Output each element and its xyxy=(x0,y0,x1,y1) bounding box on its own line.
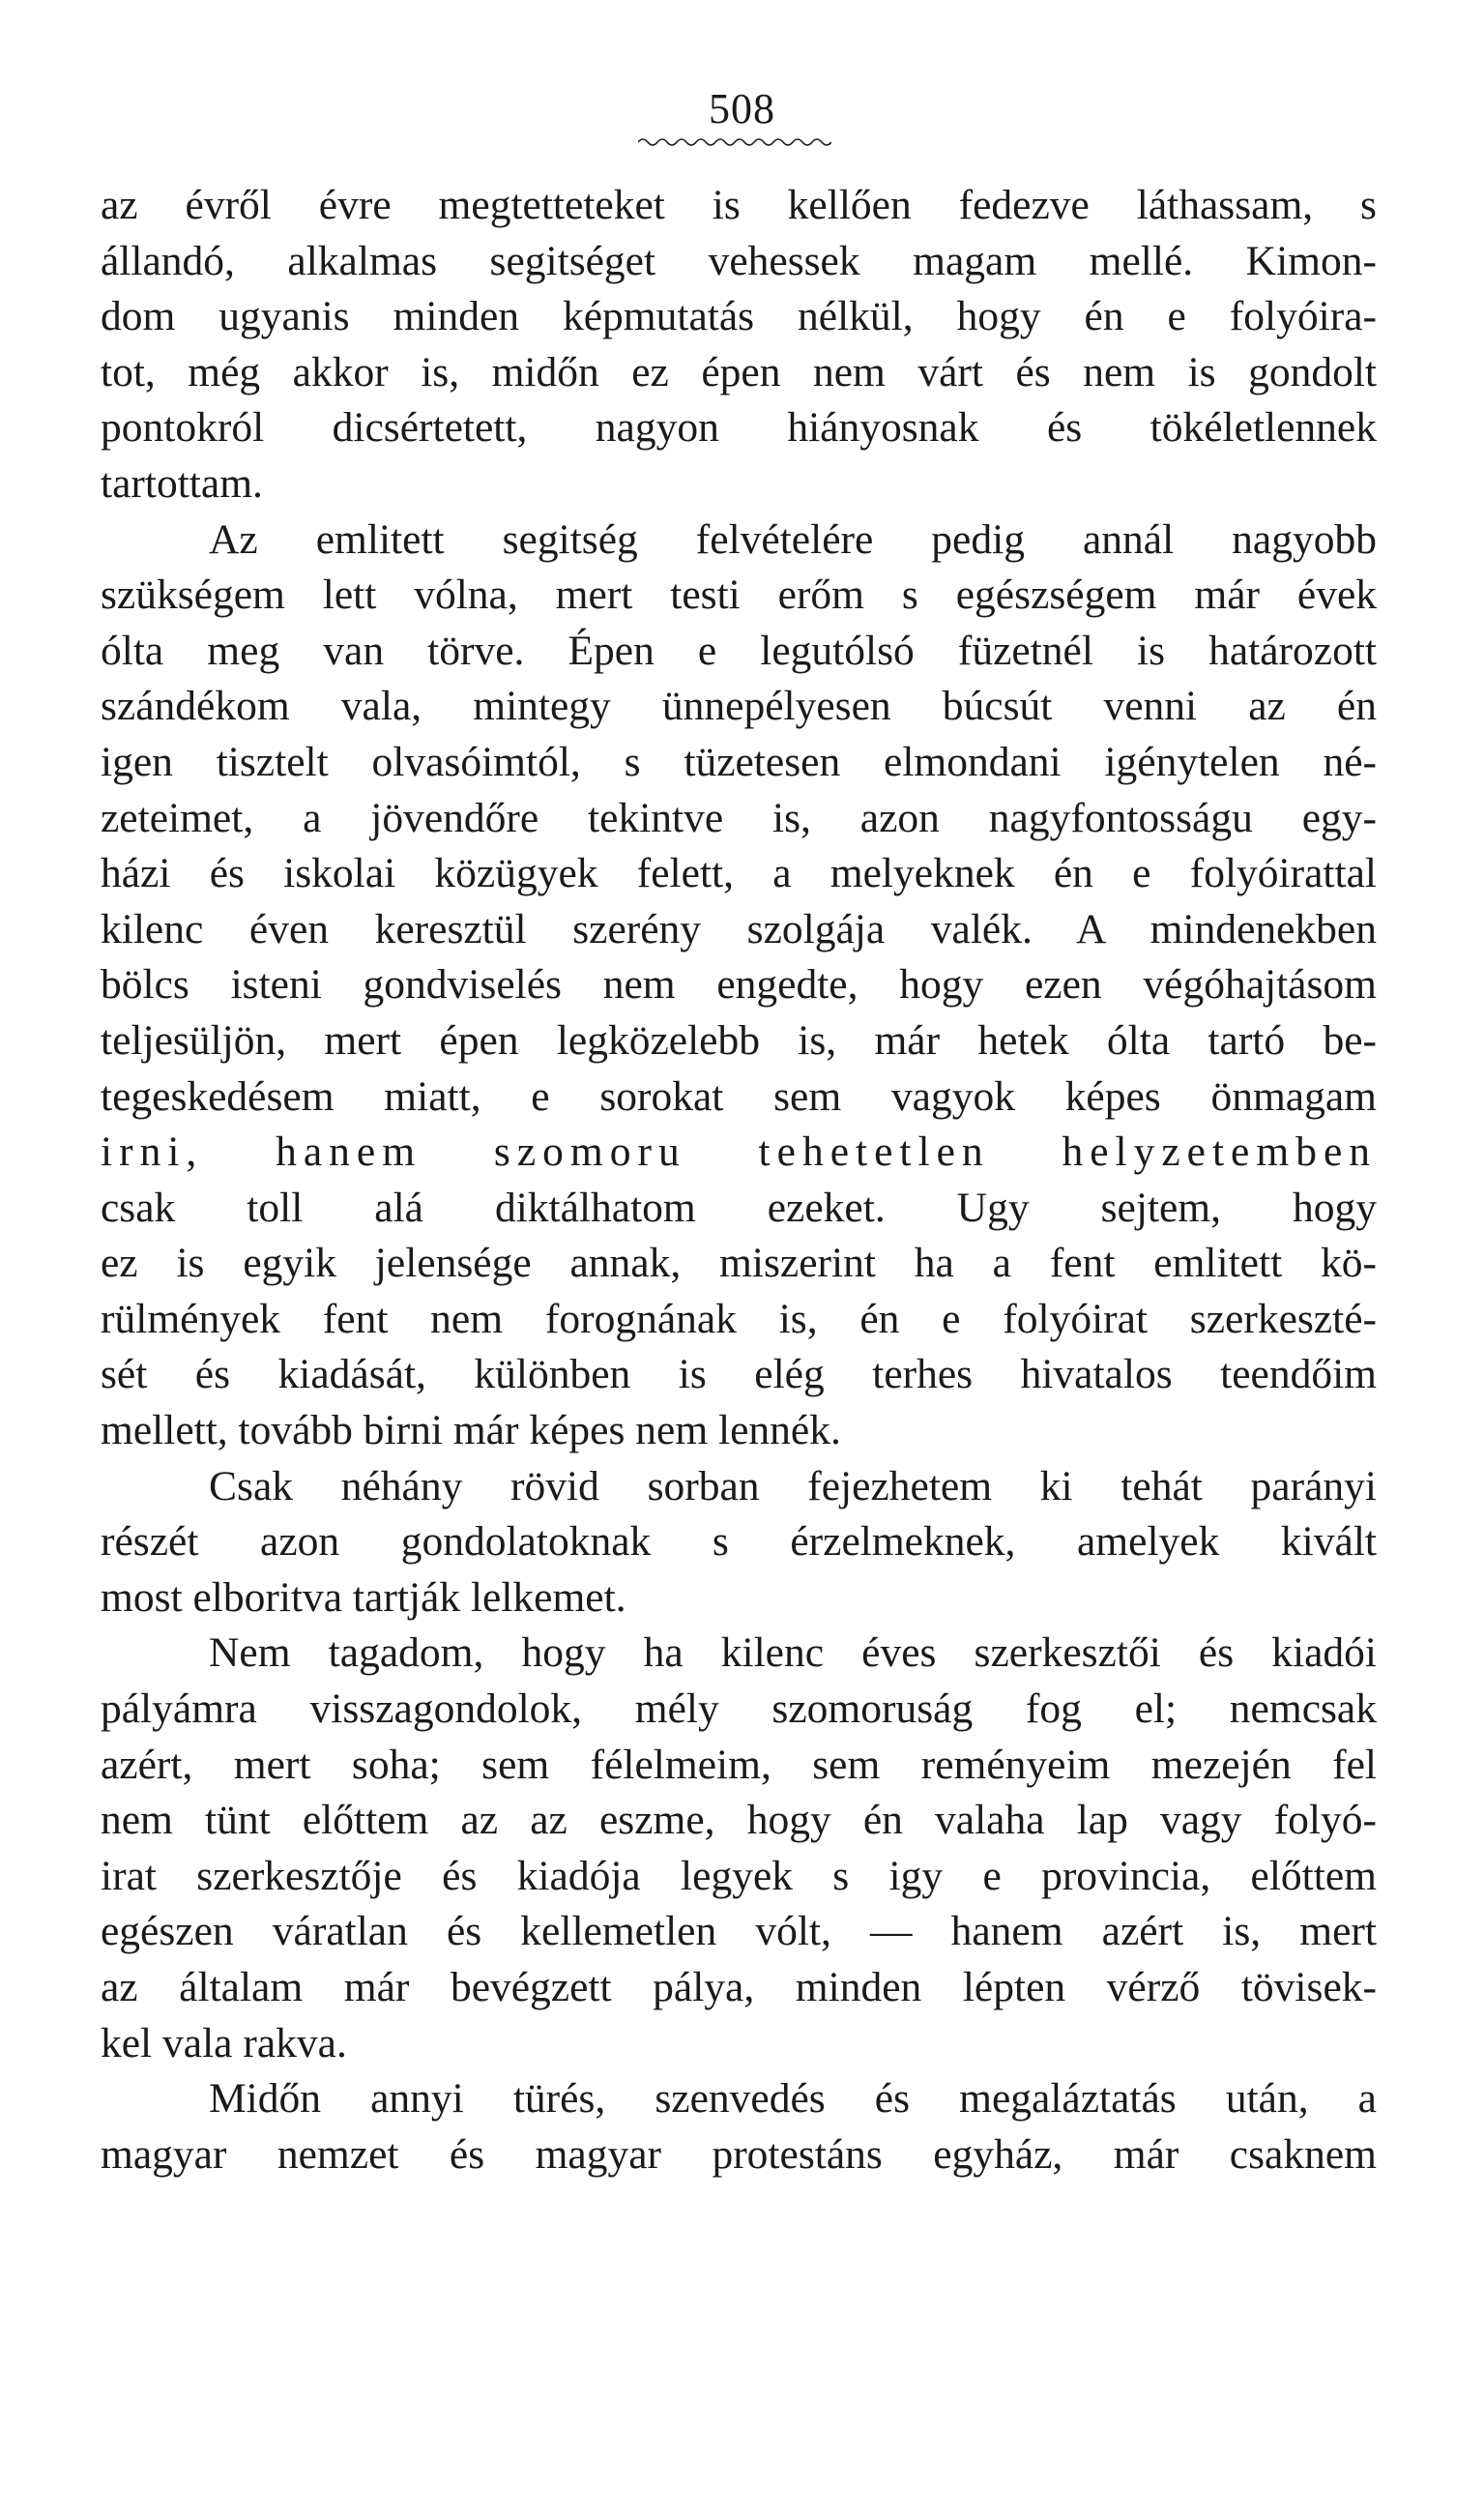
text-line: nem tünt előttem az az eszme, hogy én valaha lap vagy folyó- xyxy=(101,1797,1377,1844)
text-line: igen tisztelt olvasóimtól, s tüzetesen elmondani igénytelen né- xyxy=(101,738,1377,785)
text-line: pályámra visszagondolok, mély szomoruság fog el; nemcsak xyxy=(101,1685,1377,1733)
text-line: állandó, alkalmas segitséget vehessek magam mellé. Kimon- xyxy=(101,237,1377,284)
wavy-rule-ornament xyxy=(638,135,831,149)
text-line: sét és kiadását, különben is elég terhes hivatalos teendőim xyxy=(101,1351,1377,1398)
text-line: dom ugyanis minden képmutatás nélkül, hogy én e folyóira- xyxy=(101,293,1377,340)
text-line: Nem tagadom, hogy ha kilenc éves szerkesztői és kiadói xyxy=(209,1629,1377,1677)
text-line: ez is egyik jelensége annak, miszerint ha a fent emlitett kö- xyxy=(101,1240,1377,1287)
text-line: Az emlitett segitség felvételére pedig annál nagyobb xyxy=(209,515,1377,563)
text-line: részét azon gondolatoknak s érzelmeknek, amelyek kivált xyxy=(101,1518,1377,1566)
text-line: teljesüljön, mert épen legközelebb is, már hetek ólta tartó be- xyxy=(101,1016,1377,1064)
text-line: most elboritva tartják lelkemet. xyxy=(101,1573,626,1621)
text-line: tot, még akkor is, midőn ez épen nem várt és nem is gondolt xyxy=(101,348,1377,396)
text-line: mellett, tovább birni már képes nem lennék. xyxy=(101,1407,841,1454)
text-line: az évről évre megtetteteket is kellően fedezve láthassam, s xyxy=(101,182,1377,228)
text-line: kel vala rakva. xyxy=(101,2019,347,2066)
text-line: zeteimet, a jövendőre tekintve is, azon nagyfontosságu egy- xyxy=(101,794,1377,841)
text-line: magyar nemzet és magyar protestáns egyház, már csaknem xyxy=(101,2130,1377,2178)
text-line: Midőn annyi türés, szenvedés és megaláztatás után, a xyxy=(209,2075,1377,2123)
text-line: házi és iskolai közügyek felett, a melyeknek én e folyóirattal xyxy=(101,850,1377,897)
text-line: szándékom vala, mintegy ünnepélyesen búcsút venni az én xyxy=(101,683,1377,730)
text-line: azért, mert soha; sem félelmeim, sem reményeim mezején fel xyxy=(101,1741,1377,1788)
text-line: tartottam. xyxy=(101,459,263,507)
text-line: irat szerkesztője és kiadója legyek s igy e provincia, előttem xyxy=(101,1852,1377,1899)
page-number: 508 xyxy=(709,85,775,132)
text-line: csak toll alá diktálhatom ezeket. Ugy sejtem, hogy xyxy=(101,1184,1377,1231)
text-line: pontokról dicsértetett, nagyon hiányosnak és tökéletlennek xyxy=(101,404,1377,452)
text-line: rülmények fent nem forognának is, én e folyóirat szerkeszté- xyxy=(101,1295,1377,1342)
text-line: ólta meg van törve. Épen e legutólsó füzetnél is határozott xyxy=(101,627,1377,674)
text-line: szükségem lett vólna, mert testi erőm s egészségem már évek xyxy=(101,571,1377,619)
text-line: tegeskedésem miatt, e sorokat sem vagyok képes önmagam xyxy=(101,1072,1377,1120)
text-line: egészen váratlan és kellemetlen vólt, — hanem azért is, mert xyxy=(101,1908,1377,1955)
body-text xyxy=(101,178,1377,2183)
text-line: bölcs isteni gondviselés nem engedte, hogy ezen végóhajtásom xyxy=(101,961,1377,1009)
text-line: kilenc éven keresztül szerény szolgája valék. A mindenekben xyxy=(101,905,1377,952)
text-line: irni, hanem szomoru tehetetlen helyzetemben xyxy=(101,1128,1377,1176)
text-line: az általam már bevégzett pálya, minden lépten vérző tövisek- xyxy=(101,1964,1377,2010)
text-line: Csak néhány rövid sorban fejezhetem ki tehát parányi xyxy=(209,1462,1377,1509)
